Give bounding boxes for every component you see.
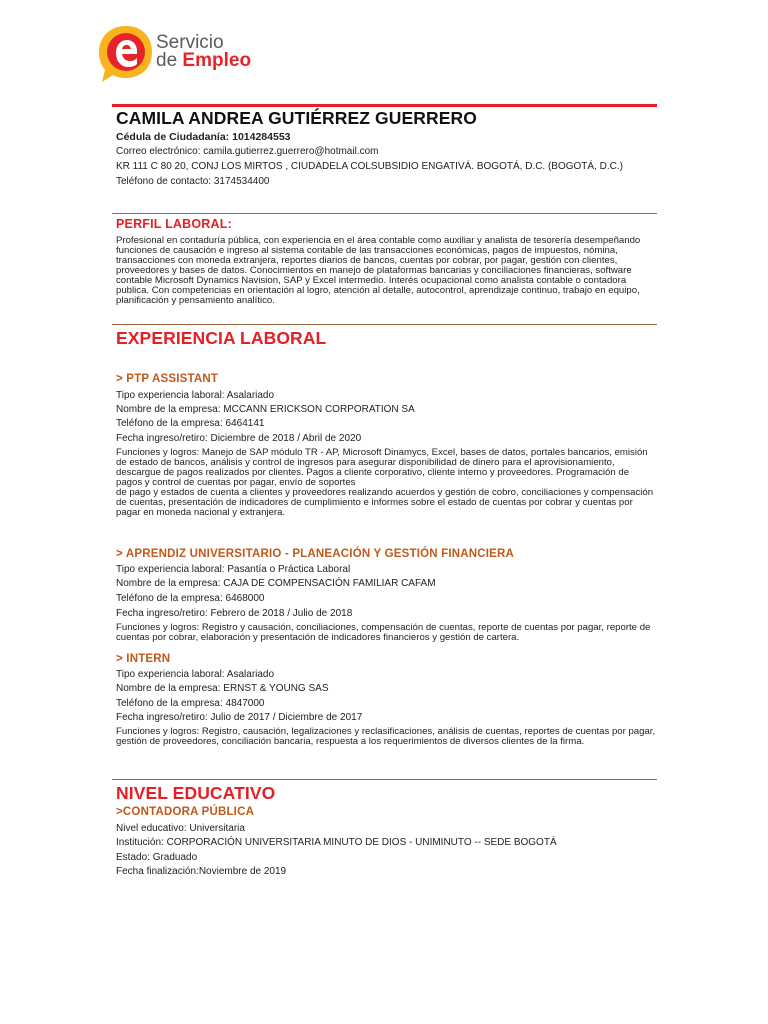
job-company: Nombre de la empresa: ERNST & YOUNG SAS: [116, 683, 329, 694]
logo-e-icon: [96, 24, 156, 86]
servicio-empleo-logo: [96, 24, 266, 84]
candidate-email: Correo electrónico: camila.gutierrez.guerrero@hotmail.com: [116, 146, 379, 157]
job-company: Nombre de la empresa: MCCANN ERICKSON CORPORATION SA: [116, 404, 415, 415]
profile-rule: [112, 213, 657, 214]
job-functions: Funciones y logros: Registro y causación, conciliaciones, compensación de cuentas, reporte de cuentas por pagar, reporte de cuentas por cobrar, elaboración y presentación de indicadores financieros y gestión de cartera.: [116, 622, 651, 643]
job-functions-cont: de pago y estados de cuenta a clientes y proveedores realizando acuerdos y gestión de cobro, conciliaciones y compensación de cuentas, presentación de indicadores de cumplimiento e informes sobre el estado de cuentas por cobrar y cuentas por pagar en moneda nacional y extranjera.: [116, 487, 654, 518]
education-end-date: Fecha finalización:Noviembre de 2019: [116, 866, 287, 877]
job-title: > PTP ASSISTANT: [116, 373, 219, 385]
job-type: Tipo experiencia laboral: Asalariado: [116, 669, 275, 680]
job-type: Tipo experiencia laboral: Asalariado: [116, 390, 275, 401]
logo-line1: Servicio: [156, 32, 224, 53]
candidate-address: KR 111 C 80 20, CONJ LOS MIRTOS , CIUDADELA COLSUBSIDIO ENGATIVÁ. BOGOTÁ, D.C. (BOGOTÁ, D.C.): [116, 161, 623, 172]
job-title: > INTERN: [116, 653, 171, 665]
job-dates: Fecha ingreso/retiro: Febrero de 2018 / Julio de 2018: [116, 608, 353, 619]
job-dates: Fecha ingreso/retiro: Diciembre de 2018 / Abril de 2020: [116, 433, 362, 444]
job-dates: Fecha ingreso/retiro: Julio de 2017 / Diciembre de 2017: [116, 712, 363, 723]
experience-rule: [112, 324, 657, 325]
header-rule: [112, 104, 657, 107]
education-status: Estado: Graduado: [116, 852, 198, 863]
logo-line2: de Empleo: [156, 50, 252, 71]
job-phone: Teléfono de la empresa: 6464141: [116, 418, 265, 429]
job-phone: Teléfono de la empresa: 4847000: [116, 698, 265, 709]
candidate-name: CAMILA ANDREA GUTIÉRREZ GUERRERO: [116, 108, 477, 128]
job-functions: Funciones y logros: Manejo de SAP módulo TR - AP, Microsoft Dinamycs, Excel, bases de datos, portales bancarios, emisión de estado de bancos, análisis y control de ingresos para asegurar disponibilidad de dinero para el aprovisionamiento, descargue de pagos realizados por clientes. Pagos a cliente corporativo, cliente interno y proveedores. Programación de pagos y control de cuentas por pagar, envío de soportes: [116, 447, 648, 488]
profile-text: Profesional en contaduría pública, con experiencia en el área contable como auxiliar y analista de tesorería desempeñando funciones de causación e ingreso al sistema contable de las transacciones económicas, pagos de impuestos, nómina, transacciones con moneda extranjera, reportes diarios de bancos, cuentas por cobrar, por pagar, gestión con clientes, proveedores y bases de datos. Conocimientos en manejo de plataformas bancarias y conciliaciones financieras, software contable Microsoft Dynamics Navision, SAP y Excel intermedio. Interés ocupacional como analista contable o contadora publica. Con competencias en orientación al logro, atención al detalle, autocontrol, aprendizaje continuo, trabajo en equipo, planificación y pensamiento analítico.: [116, 235, 641, 306]
education-level: Nivel educativo: Universitaria: [116, 823, 245, 834]
candidate-phone: Teléfono de contacto: 3174534400: [116, 176, 270, 187]
job-functions: Funciones y logros: Registro, causación, legalizaciones y reclasificaciones, análisis de cuentas, reportes de cuentas por pagar, gestión de proveedores, conciliación bancaria, respuesta a los requerimientos de diversos clientes de la firma.: [116, 726, 656, 747]
profile-title: PERFIL LABORAL:: [116, 217, 232, 231]
education-institution: Institución: CORPORACIÓN UNIVERSITARIA MINUTO DE DIOS - UNIMINUTO -- SEDE BOGOTÁ: [116, 837, 557, 848]
education-rule: [112, 779, 657, 780]
job-type: Tipo experiencia laboral: Pasantía o Práctica Laboral: [116, 564, 351, 575]
job-title: > APRENDIZ UNIVERSITARIO - PLANEACIÓN Y GESTIÓN FINANCIERA: [116, 548, 515, 560]
job-phone: Teléfono de la empresa: 6468000: [116, 593, 265, 604]
candidate-id: Cédula de Ciudadanía: 1014284553: [116, 131, 291, 143]
degree-title: >CONTADORA PÚBLICA: [116, 806, 255, 818]
job-company: Nombre de la empresa: CAJA DE COMPENSACIÓN FAMILIAR CAFAM: [116, 578, 436, 589]
experience-title: EXPERIENCIA LABORAL: [116, 328, 327, 348]
education-title: NIVEL EDUCATIVO: [116, 783, 276, 803]
